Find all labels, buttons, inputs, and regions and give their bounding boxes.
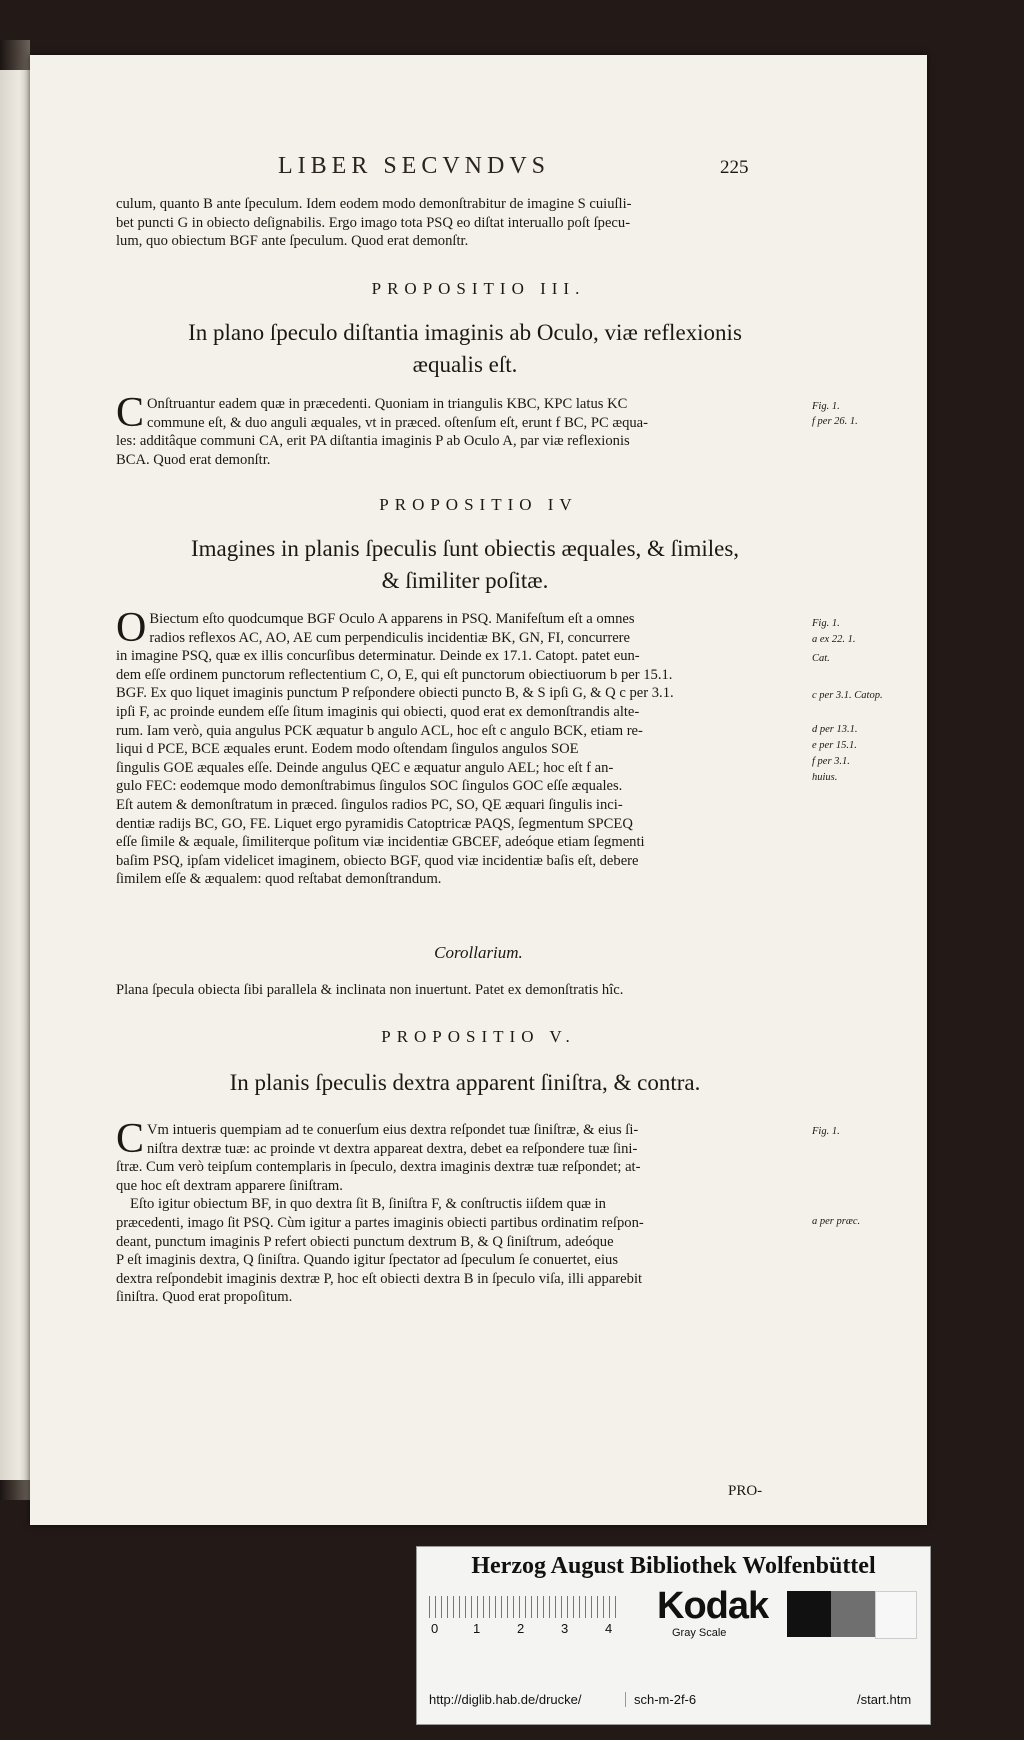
proposition-3-title	[140, 317, 790, 381]
proposition-3-text	[116, 390, 806, 469]
title-line: & ſimiliter poſitæ.	[381, 568, 549, 593]
page-header	[30, 153, 927, 193]
margin-note: Fig. 1.	[812, 401, 840, 412]
proposition-4-heading: PROPOSITIO IV	[379, 495, 578, 514]
scale-ruler	[429, 1596, 619, 1618]
intro-paragraph	[116, 195, 806, 251]
title-line: Imagines in planis ſpeculis ſunt obiectis æquales, & ſimiles,	[190, 536, 740, 561]
margin-note: a ex 22. 1.	[812, 634, 856, 645]
running-head: LIBER SECVNDVS	[278, 153, 551, 179]
text-line: les: additâque communi CA, erit PA diſtantia imaginis P ab Oculo A, par viæ reflexionis	[116, 433, 630, 450]
scale-number: 4	[605, 1621, 613, 1636]
margin-note: Cat.	[812, 653, 830, 664]
book-page	[30, 55, 927, 1525]
margin-note: c per 3.1. Catop.	[812, 690, 883, 701]
title-line: In plano ſpeculo diſtantia imaginis ab Oculo, viæ reflexionis	[188, 320, 742, 345]
text-line: dentiæ radijs BC, GO, FE. Liquet ergo pyramidis Catoptricæ PAQS, ſegmentum SPCEQ	[116, 815, 633, 832]
text-line: BGF. Ex quo liquet imaginis punctum P reſpondere obiecti puncto B, & S ipſi G, & Q c per 3.1.	[116, 685, 674, 702]
text-line: ſingulis GOE æquales eſſe. Deinde angulus QEC e æquatur angulo AEL; hoc eſt f an-	[116, 759, 614, 776]
text-line: dextra reſpondebit imaginis dextræ P, hoc eſt obiecti dextra B in ſpeculo viſa, illi apparebit	[116, 1270, 643, 1287]
proposition-5-heading: PROPOSITIO V.	[381, 1027, 576, 1046]
scan-color-target	[416, 1546, 931, 1725]
text-line: niſtra dextræ tuæ: ac proinde vt dextra appareat dextra, debet ea reſpondere tuæ ſini-	[147, 1140, 638, 1157]
text-line: ipſi F, ac proinde eundem eſſe ſitum imaginis qui obiecti, quod erat ex demonſtrandis alte-	[116, 703, 640, 720]
dropcap: C	[116, 1116, 145, 1162]
text-line: radios reflexos AC, AO, AE cum perpendiculis incidentiæ BK, GN, FI, concurrere	[149, 629, 631, 646]
margin-note: f per 26. 1.	[812, 416, 858, 427]
kodak-logo: Kodak	[657, 1585, 769, 1627]
proposition-5-text	[116, 1116, 806, 1307]
text-line: ſtræ. Cum verò teipſum contemplaris in ſpeculo, dextra imaginis dextræ tuæ reſpondet; at-	[116, 1159, 641, 1176]
proposition-4-title	[140, 533, 790, 597]
margin-note: Fig. 1.	[812, 1126, 840, 1137]
text-line: que hoc eſt dextram apparere ſiniſtram.	[116, 1177, 343, 1194]
catchword: PRO-	[728, 1483, 763, 1499]
margin-note: e per 15.1.	[812, 740, 857, 751]
corollary-heading: Corollarium.	[434, 943, 523, 962]
text-line: liqui d PCE, BCE æquales erunt. Eodem modo oſtendam ſingulos angulos SOE	[116, 741, 579, 758]
text-line: dem eſſe ordinem punctorum reflectentium C, O, E, qui eſt punctorum obiectiuorum b per 15.1.	[116, 666, 673, 683]
margin-note: Fig. 1.	[812, 618, 840, 629]
text-line: Eſt autem & demonſtratum in præced. ſingulos radios PC, SO, QE æquari ſingulis inci-	[116, 796, 623, 813]
proposition-4-text	[116, 605, 806, 889]
library-name: Herzog August Bibliothek Wolfenbüttel	[471, 1553, 876, 1579]
text-line: eſſe ſimile & æquale, ſimiliterque poſitum viæ incidentiæ GBCEF, adeóque etiam ſegmenti	[116, 834, 645, 851]
text-line: lum, quo obiectum BGF ante ſpeculum. Quod erat demonſtr.	[116, 233, 469, 250]
scale-number: 2	[517, 1621, 525, 1636]
scale-number: 0	[431, 1621, 439, 1636]
page-number: 225	[720, 157, 749, 178]
text-line: gulo FEC: eodemque modo demonſtrabimus ſingulos SOC ſingulos GOC eſſe æquales.	[116, 778, 623, 795]
url-id: sch-m-2f-6	[625, 1692, 696, 1707]
text-line: ſiniſtra. Quod erat propoſitum.	[116, 1289, 293, 1306]
text-line: P eſt imaginis dextra, Q ſiniſtra. Quando igitur ſpectator ad ſpeculum ſe conuertet, eius	[116, 1252, 618, 1269]
margin-note: f per 3.1.	[812, 756, 850, 767]
gray-swatch-light	[875, 1591, 917, 1639]
text-line: commune eſt, & duo anguli æquales, vt in præced. oſtenſum eſt, erunt f BC, PC æqua-	[147, 414, 648, 431]
previous-page-edge	[0, 70, 32, 1480]
gray-scale-label: Gray Scale	[672, 1627, 727, 1639]
margin-note: a per præc.	[812, 1216, 861, 1227]
gray-swatch-black	[787, 1591, 831, 1637]
dropcap: O	[116, 605, 147, 651]
text-line: Eſto igitur obiectum BF, in quo dextra ſit B, ſiniſtra F, & conſtructis iiſdem quæ in	[130, 1196, 606, 1213]
url-row	[417, 1692, 930, 1714]
corollary-text: Plana ſpecula obiecta ſibi parallela & inclinata non inuertunt. Patet ex demonſtratis hîc.	[116, 982, 624, 998]
text-line: Onſtruantur eadem quæ in præcedenti. Quoniam in triangulis KBC, KPC latus KC	[147, 396, 628, 412]
scale-number: 1	[473, 1621, 481, 1636]
text-line: BCA. Quod erat demonſtr.	[116, 451, 271, 468]
text-line: Biectum eſto quodcumque BGF Oculo A apparens in PSQ. Manifeſtum eſt a omnes	[149, 611, 635, 627]
text-line: deant, punctum imaginis P refert obiecti punctum dextrum B, & Q ſiniſtrum, adeóque	[116, 1233, 614, 1250]
text-line: baſim PSQ, ipſam videlicet imaginem, obiecto BGF, quod viæ incidentiæ baſis eſt, debere	[116, 852, 639, 869]
text-line: ſimilem eſſe & æqualem: quod reſtabat demonſtrandum.	[116, 871, 442, 888]
proposition-3-heading: PROPOSITIO III.	[371, 279, 586, 298]
gray-swatch-dark	[831, 1591, 875, 1637]
proposition-5-title: In planis ſpeculis dextra apparent ſiniſtra, & contra.	[229, 1070, 701, 1095]
scale-number: 3	[561, 1621, 569, 1636]
margin-note: huius.	[812, 772, 838, 783]
text-line: Vm intueris quempiam ad te conuerſum eius dextra reſpondet tuæ ſiniſtræ, & eius ſi-	[147, 1122, 639, 1138]
dropcap: C	[116, 390, 145, 436]
url-base: http://diglib.hab.de/drucke/	[429, 1692, 582, 1707]
url-end: /start.htm	[857, 1692, 912, 1707]
text-line: præcedenti, imago ſit PSQ. Cùm igitur a partes imaginis obiecti partibus ordinatim reſpon-	[116, 1214, 644, 1231]
text-line: rum. Iam verò, quia angulus PCK æquatur b angulo ACL, hoc eſt c angulo BCK, etiam re-	[116, 722, 643, 739]
text-line: culum, quanto B ante ſpeculum. Idem eodem modo demonſtrabitur de imagine S cuiuſli-	[116, 196, 632, 212]
title-line: æqualis eſt.	[412, 352, 518, 377]
margin-note: d per 13.1.	[812, 724, 858, 735]
text-line: bet puncti G in obiecto deſignabilis. Ergo imago tota PSQ eo diſtat interuallo poſt ſpecu-	[116, 214, 631, 231]
text-line: in imagine PSQ, quæ ex illis concurſibus determinatur. Deinde ex 17.1. Catopt. patet eun-	[116, 648, 640, 665]
